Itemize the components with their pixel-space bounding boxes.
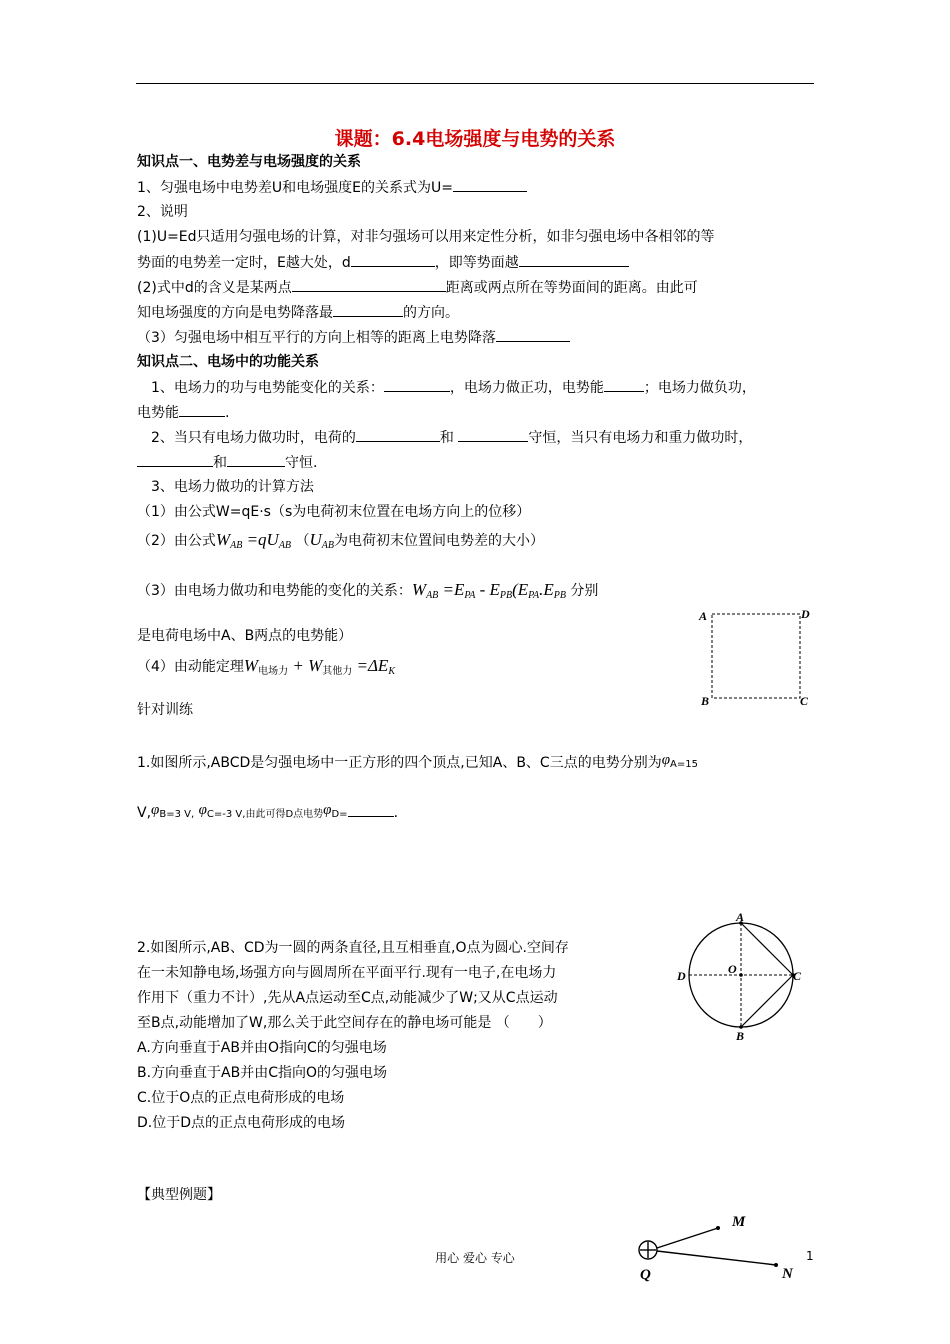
s2-p1: 1、电场力的功与电势能变化的关系： ，电场力做正功，电势能 ；电场力做负功， (151, 377, 756, 398)
s2-m3: （3）由电场力做功和电势能的变化的关系：$W_{AB} =E_{PA} - E_{PB}(E_{PA}.E_{PB}$ 分别 (137, 580, 599, 601)
option-a: A.方向垂直于AB并由O指向C的匀强电场 (137, 1040, 387, 1056)
square-figure (697, 604, 815, 710)
label-b: B (701, 694, 710, 708)
section2-heading: 知识点二、电场中的功能关系 (137, 354, 319, 370)
section1-heading: 知识点一、电势差与电场强度的关系 (137, 154, 361, 170)
header-rule (136, 83, 814, 84)
option-c: C.位于O点的正点电荷形成的电场 (137, 1090, 345, 1106)
examples-heading: 【典型例题】 (137, 1187, 221, 1203)
s1-item2: 2、说明 (137, 204, 188, 220)
q1-line1: 1.如图所示,ABCD是匀强电场中一正方形的四个顶点,已知A、B、C三点的电势分别为φA=15 (137, 752, 698, 771)
option-b: B.方向垂直于AB并由C指向O的匀强电场 (137, 1065, 388, 1081)
charge-label-q: Q (640, 1267, 651, 1283)
circle-label-c: C (793, 969, 802, 983)
page-number: 1 (806, 1249, 814, 1263)
q2-line3: 作用下（重力不计）,先从A点运动至C点,动能减少了W;又从C点运动 (137, 990, 558, 1006)
formula-w-epa: $W_{AB} =E_{PA} - E_{PB}(E_{PA}.E_{PB}$ (411, 580, 566, 601)
s2-p3: 3、电场力做功的计算方法 (151, 479, 314, 495)
circle-label-b: B (736, 1029, 745, 1043)
circle-label-d: D (677, 969, 686, 983)
q2-line1: 2.如图所示,AB、CD为一圆的两条直径,且互相垂直,O点为圆心.空间存 (137, 940, 569, 956)
page-title: 课题：6.4电场强度与电势的关系 (334, 128, 616, 150)
s2-p1-cont: 电势能 . (137, 402, 229, 423)
circle-figure (676, 912, 806, 1044)
s1-note2b: 知电场强度的方向是电势降落最 的方向。 (137, 302, 459, 323)
footer-text: 用心 爱心 专心 (435, 1251, 515, 1265)
training-heading: 针对训练 (137, 702, 193, 718)
s1-note2a: (2)式中d的含义是某两点 距离或两点所在等势面间的距离。由此可 (137, 277, 698, 298)
s2-m2: （2）由公式$W_{AB} =qU_{AB}$ （$U_{AB}$为电荷初末位置间电势差的大小） (137, 530, 544, 551)
s1-note1a: (1)U=Ed只适用匀强电场的计算，对非匀强场可以用来定性分析，如非匀强电场中各相邻的等 (137, 229, 715, 245)
circle-label-o: O (728, 962, 737, 976)
formula-kinetic: W电场力 + W其他力 $=\Delta E_K$ (243, 656, 395, 677)
s2-p2-cont: 和 守恒. (137, 452, 317, 473)
charge-label-m: M (732, 1214, 746, 1230)
charge-label-n: N (782, 1266, 793, 1282)
phi-symbol: φ (661, 752, 671, 768)
q2-line2: 在一未知静电场,场强方向与圆周所在平面平行.现有一电子,在电场力 (137, 965, 557, 981)
s1-note3: （3）匀强电场中相互平行的方向上相等的距离上电势降落 (137, 327, 570, 348)
circle-label-a: A (736, 912, 745, 924)
s1-item1: 1、匀强电场中电势差U和电场强度E的关系式为U= (137, 177, 527, 198)
q1-line2: V,φB=3 V, φC=-3 V,由此可得D点电势φD= . (137, 802, 399, 821)
formula-w-quab: $W_{AB} =qU_{AB}$ (215, 530, 292, 551)
s2-m1: （1）由公式W=qE·s（s为电荷初末位置在电场方向上的位移） (137, 504, 531, 520)
option-d: D.位于D点的正点电荷形成的电场 (137, 1115, 346, 1131)
s1-note1b: 势面的电势差一定时，E越大处，d ，即等势面越 (137, 252, 629, 273)
label-a: A (699, 609, 708, 623)
label-c: C (800, 694, 809, 708)
s2-p2: 2、当只有电场力做功时，电荷的 和 守恒，当只有电场力和重力做功时， (151, 427, 752, 448)
label-d: D (801, 607, 810, 621)
s2-m4: （4）由动能定理W电场力 + W其他力 $=\Delta E_K$ (137, 656, 395, 677)
s2-m3-cont: 是电荷电场中A、B两点的电势能） (137, 628, 353, 644)
q2-line4: 至B点,动能增加了W,那么关于此空间存在的静电场可能是 （ ） (137, 1015, 552, 1031)
charge-figure (630, 1208, 800, 1284)
